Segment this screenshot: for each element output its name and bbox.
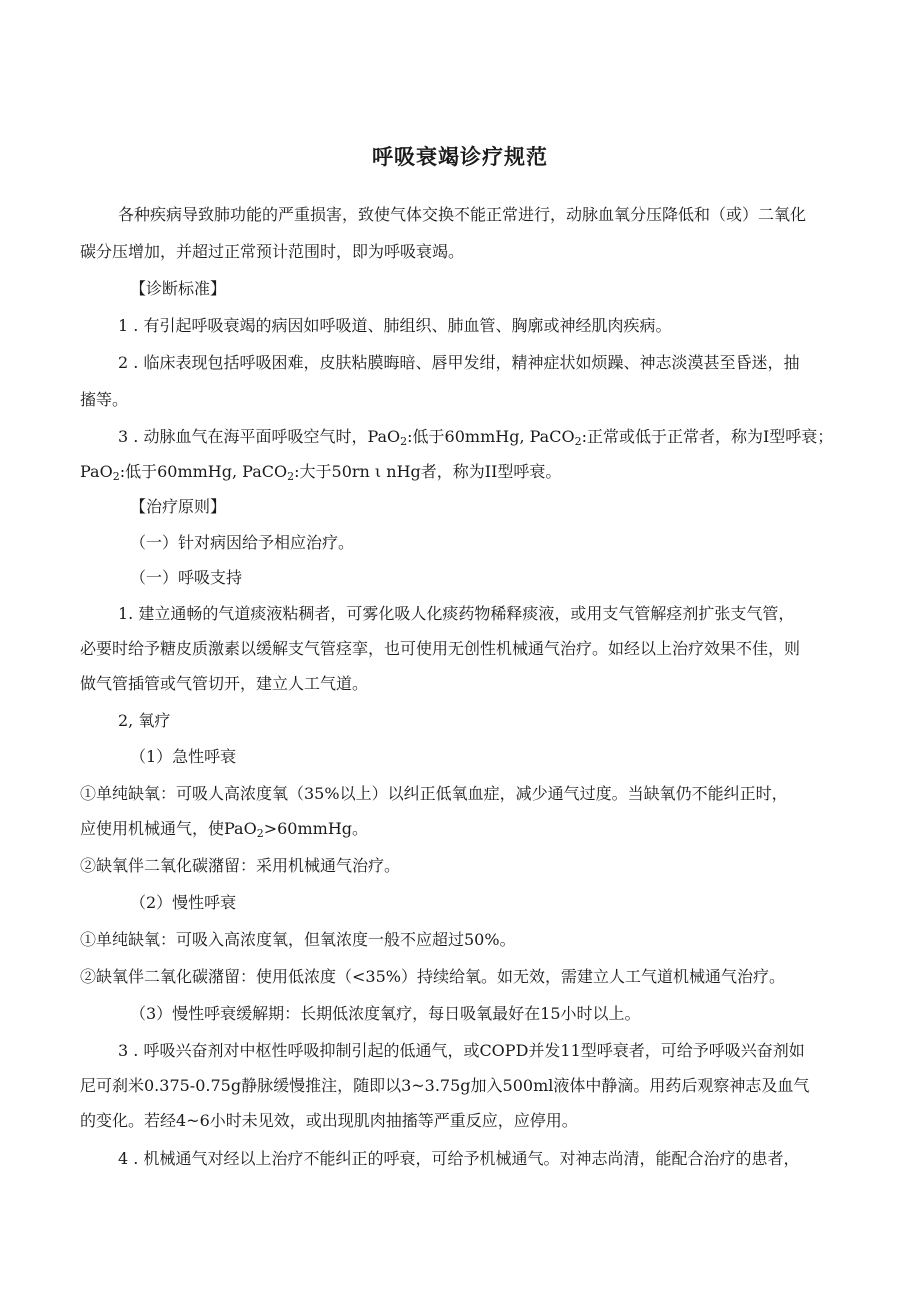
diagnosis-criterion-2-line-1: 2 . 临床表现包括呼吸困难，皮肤粘膜晦暗、唇甲发绀，精神症状如烦躁、神志淡漠甚至昏迷，抽 <box>118 353 800 372</box>
chronic-item-1: ①单纯缺氧：可吸入高浓度氧，但氧浓度一般不应超过50%。 <box>80 930 516 949</box>
c3-subscript: 2 <box>112 470 120 483</box>
oxygen-therapy-heading: 2, 氧疗 <box>118 711 171 730</box>
chronic-item-2: ②缺氧伴二氧化碳潴留：使用低浓度（<35%）持续给氧。如无效，需建立人工气道机械通气治疗。 <box>80 967 785 986</box>
c3-subscript: 2 <box>400 435 408 448</box>
diagnosis-heading: 【诊断标准】 <box>130 279 227 298</box>
c3-text-e: :低于60mmHg, PaCO <box>119 462 288 481</box>
diagnosis-criterion-3-line-2 <box>80 461 561 483</box>
c3-text-c: :正常或低于正常者，称为I型呼衰； <box>581 427 834 446</box>
intro-line-1: 各种疾病导致肺功能的严重损害，致使气体交换不能正常进行，动脉血氧分压降低和（或）二氧化 <box>118 205 807 224</box>
airway-line-1: 1. 建立通畅的气道痰液粘稠者，可雾化吸人化痰药物稀释痰液，或用支气管解痉剂扩张支气管， <box>118 604 795 623</box>
chronic-failure-heading: （2）慢性呼衰 <box>130 893 237 912</box>
acute-item-1-line-2 <box>80 818 368 840</box>
airway-line-3: 做气管插管或气管切开，建立人工气道。 <box>80 674 369 693</box>
acute-item-1-subscript: 2 <box>256 827 264 840</box>
diagnosis-criterion-3-line-1 <box>118 426 833 448</box>
c3-text-a: 3 . 动脉血气在海平面呼吸空气时，PaO <box>118 427 401 446</box>
intro-line-2: 碳分压增加，并超过正常预计范围时，即为呼吸衰竭。 <box>80 242 465 261</box>
acute-item-1-text-b: >60mmHg。 <box>263 819 369 838</box>
c3-text-f: :大于50rn ι nHg者，称为II型呼衰。 <box>294 462 562 481</box>
diagnosis-criterion-2-line-2: 搐等。 <box>80 390 129 409</box>
stimulant-line-2: 尼可刹米0.375-0.75g静脉缓慢推注，随即以3~3.75g加入500ml液体中静滴。用药后观察神志及血气 <box>80 1076 810 1095</box>
c3-subscript: 2 <box>574 435 582 448</box>
stimulant-line-3: 的变化。若经4~6小时未见效，或出现肌肉抽搐等严重反应，应停用。 <box>80 1111 578 1130</box>
treatment-section-2: （一）呼吸支持 <box>130 568 243 587</box>
ventilation-line-1: 4 . 机械通气对经以上治疗不能纠正的呼衰，可给予机械通气。对神志尚清，能配合治疗的患者， <box>118 1149 800 1168</box>
acute-item-2: ②缺氧伴二氧化碳潴留：采用机械通气治疗。 <box>80 856 401 875</box>
c3-text-d: PaO <box>80 462 113 481</box>
diagnosis-criterion-1: 1 . 有引起呼吸衰竭的病因如呼吸道、肺组织、肺血管、胸廓或神经肌肉疾病。 <box>118 316 672 335</box>
stimulant-line-1: 3 . 呼吸兴奋剂对中枢性呼吸抑制引起的低通气，或COPD并发11型呼衰者，可给予呼吸兴奋剂如 <box>118 1041 805 1060</box>
treatment-heading: 【治疗原则】 <box>130 497 227 516</box>
c3-subscript: 2 <box>287 470 295 483</box>
airway-line-2: 必要时给予糖皮质激素以缓解支气管痉挛，也可使用无创性机械通气治疗。如经以上治疗效果不佳，则 <box>80 639 801 658</box>
remission-line: （3）慢性呼衰缓解期：长期低浓度氧疗，每日吸氧最好在15小时以上。 <box>130 1004 641 1023</box>
acute-failure-heading: （1）急性呼衰 <box>130 747 237 766</box>
c3-text-b: :低于60mmHg, PaCO <box>407 427 575 446</box>
treatment-section-1: （一）针对病因给予相应治疗。 <box>130 533 355 552</box>
acute-item-1-text-a: 应使用机械通气，使PaO <box>80 819 257 838</box>
page-title: 呼吸衰竭诊疗规范 <box>372 145 548 169</box>
acute-item-1-line-1: ①单纯缺氧：可吸人高浓度氧（35%以上）以纠正低氧血症，减少通气过度。当缺氧仍不能纠正时， <box>80 784 788 803</box>
